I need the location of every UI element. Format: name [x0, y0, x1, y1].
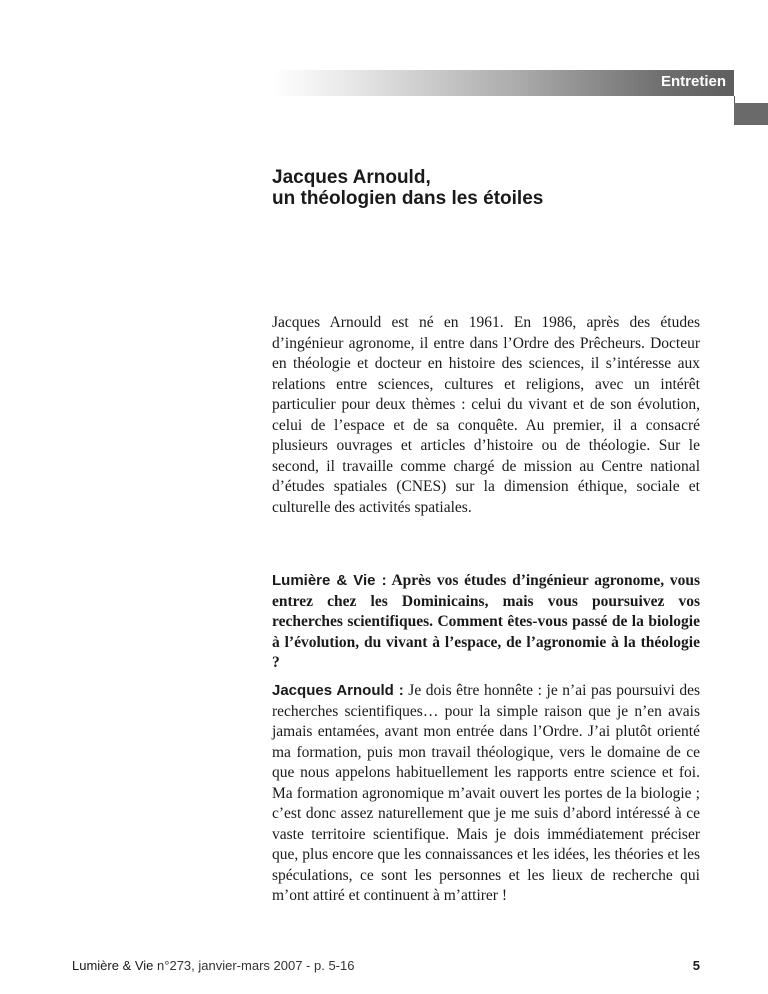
title-line-1: Jacques Arnould,	[272, 167, 431, 188]
intro-paragraph: Jacques Arnould est né en 1961. En 1986, après des études d’ingénieur agronome, il entre dans l’Ordre des Prêcheurs. Docteur en théologie et docteur en histoire des sciences, il s’intéresse aux relations entre sciences, cultures et religions, avec un intérêt particulier pour deux thèmes : celui du vivant et de son évolution, celui de l’espace et de sa conquête. Au premier, il a consacré plusieurs ouvrages et articles d’histoire ou de théologie. Sur le second, il travaille comme chargé de mission au Centre national d’études spatiales (CNES) sur la dimension éthique, sociale et culturelle des activités spatiales.	[272, 314, 700, 516]
header-rule	[734, 96, 735, 103]
answer-speaker: Jacques Arnould :	[272, 682, 404, 699]
interview-answer	[272, 681, 700, 907]
section-label: Entretien	[660, 73, 726, 90]
footer-issue: n°273, janvier-mars 2007 - p. 5-16	[157, 958, 355, 973]
footer-citation	[72, 958, 354, 973]
interview-question	[272, 571, 700, 674]
question-speaker: Lumière & Vie :	[272, 572, 387, 589]
section-header-bar	[272, 70, 734, 96]
question-text: Après vos études d’ingénieur agronome, vous entrez chez les Dominicains, mais vous poursuivez vos recherches scientifiques. Comment êtes-vous passé de la biologie à l’évolution, du vivant à l’espace, de l’agronomie à la théologie ?	[272, 572, 700, 671]
side-tab-marker	[734, 103, 768, 125]
title-line-2: un théologien dans les étoiles	[272, 188, 544, 209]
article-title	[272, 167, 692, 209]
page-number: 5	[692, 958, 700, 973]
answer-text: Je dois être honnête : je n’ai pas poursuivi des recherches scientifiques… pour la simple raison que je n’en avais jamais entamées, avant mon entrée dans l’Ordre. J’ai plutôt orienté ma formation, puis mon travail théologique, vers le domaine de ce que nous appelons habituellement les rapports entre science et foi. Ma formation agronomique m’avait ouvert les portes de la biologie ; c’est donc assez naturellement que je me suis d’abord intéressé à ce vaste territoire scientifique. Mais je dois immédiatement préciser que, plus encore que les connaissances et les idées, les théories et les spéculations, ce sont les personnes et les lieux de recherche qui m’ont attiré et continuent à m’attirer !	[272, 682, 700, 904]
footer-journal: Lumière & Vie	[72, 958, 154, 973]
